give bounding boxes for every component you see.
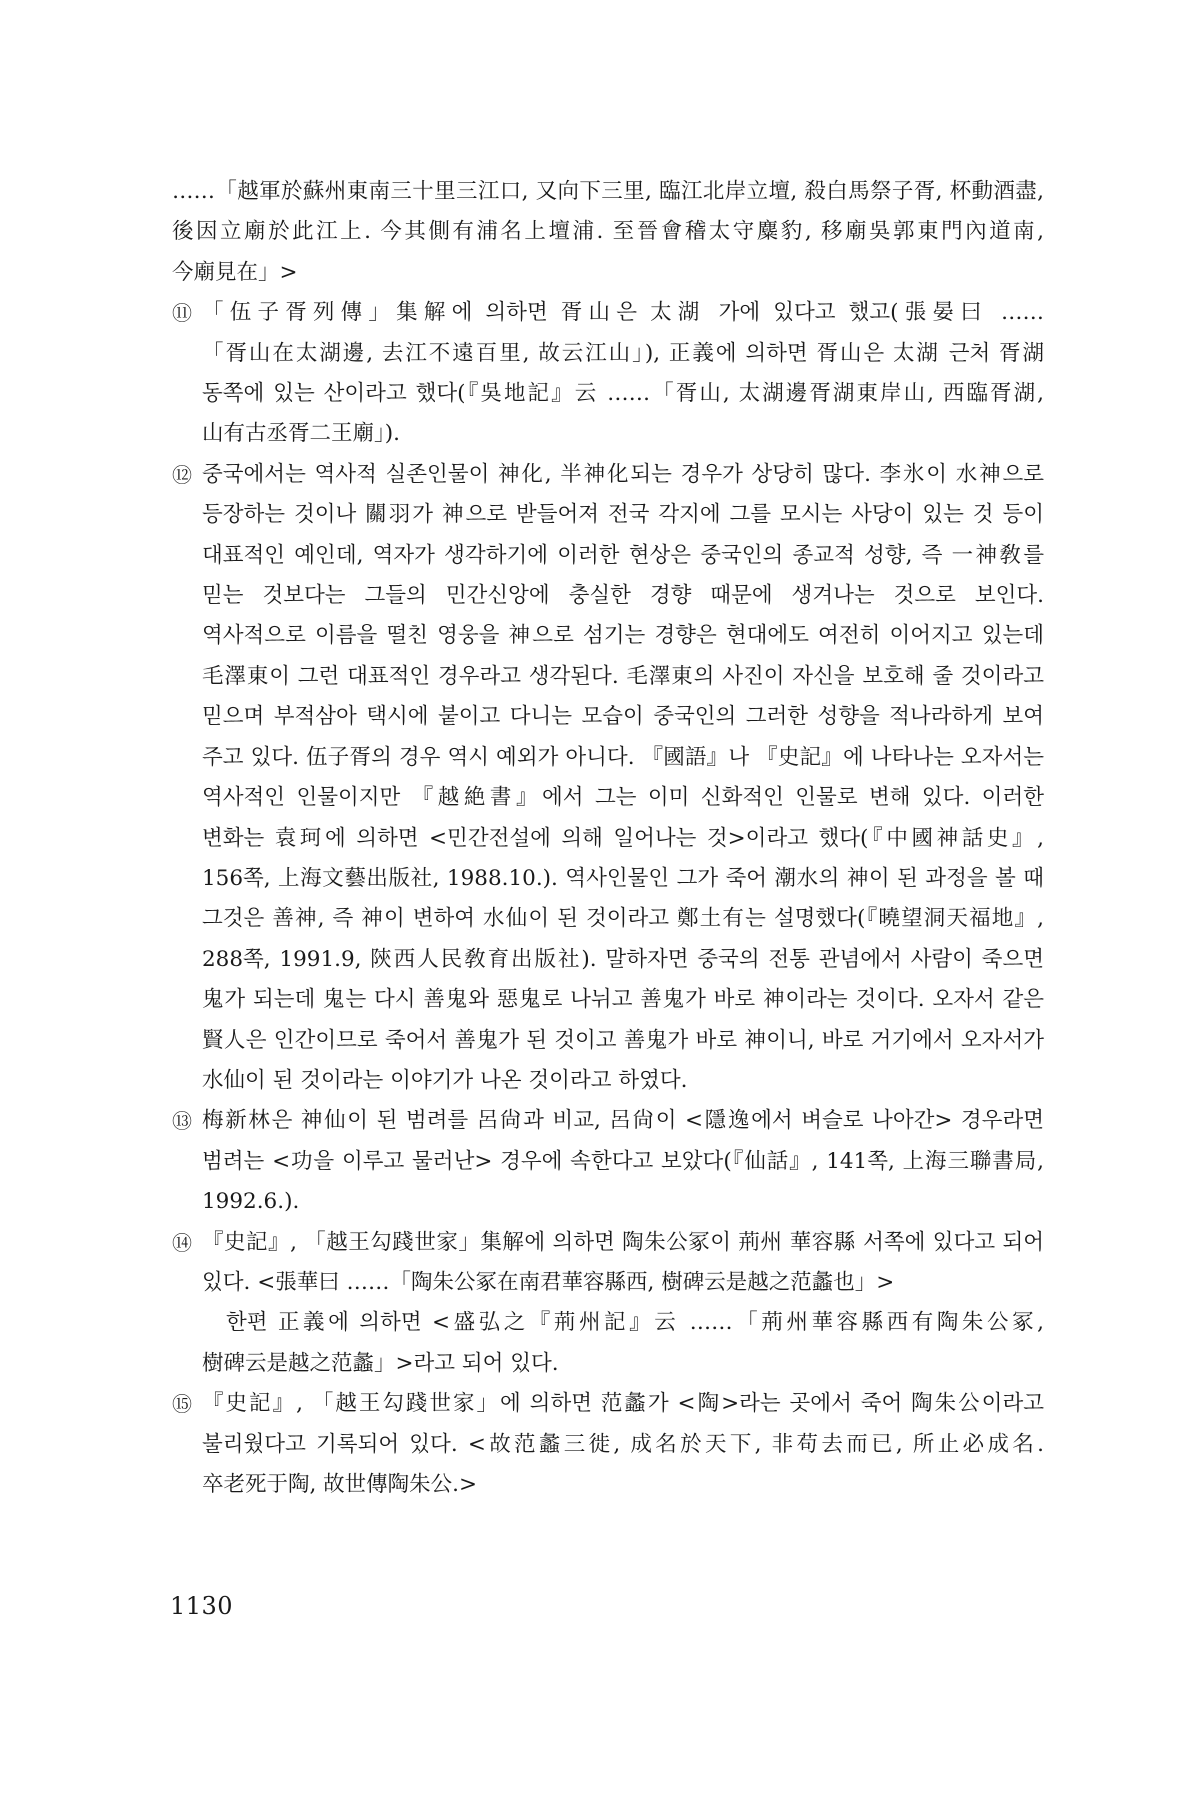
footnote-12 <box>172 455 1044 1102</box>
footnote-13 <box>172 1101 1044 1222</box>
footnote-marker: ⑭ <box>172 1230 192 1255</box>
footnote-marker: ⑫ <box>172 462 192 487</box>
footnote-14-continuation: 한편 正義에 의하면 <盛弘之『荊州記』云 ……「荊州華容縣西有陶朱公冢, 樹碑云是越之范蠡」>라고 되어 있다. <box>202 1310 1044 1376</box>
footnote-11 <box>172 293 1044 455</box>
intro-paragraph: ……「越軍於蘇州東南三十里三江口, 又向下三里, 臨江北岸立壇, 殺白馬祭子胥, 杯動酒盡, 後因立廟於此江上. 今其側有浦名上壇浦. 至晉會稽太守麋豹, 移廟吳郭東門內道南, 今廟見在」> <box>172 179 1044 285</box>
footnote-14 <box>172 1223 1044 1304</box>
footnote-text: 『史記』, 「越王勾踐世家」에 의하면 范蠡가 <陶>라는 곳에서 죽어 陶朱公이라고 불리웠다고 기록되어 있다. <故范蠡三徙, 成名於天下, 非苟去而已, 所止必成名. 卒老死于陶, 故世傳陶朱公.> <box>202 1391 1044 1497</box>
footnote-15 <box>172 1384 1044 1505</box>
footnote-marker: ⑬ <box>172 1109 192 1134</box>
footnote-text: 『史記』, 「越王勾踐世家」集解에 의하면 陶朱公冢이 荊州 華容縣 서쪽에 있다고 되어 있다. <張華曰 ……「陶朱公冢在南君華容縣西, 樹碑云是越之范蠡也」> <box>202 1229 1044 1295</box>
footnote-marker: ⑪ <box>172 301 192 326</box>
footnote-text: 「伍子胥列傳」集解에 의하면 胥山은 太湖 가에 있다고 했고(張晏曰 ……「胥山在太湖邊, 去江不遠百里, 故云江山」), 正義에 의하면 胥山은 太湖 근처 胥湖 동쪽에 있는 산이라고 했다(『吳地記』云 ……「胥山, 太湖邊胥湖東岸山, 西臨胥湖, 山有古丞胥二王廟」). <box>202 300 1044 447</box>
footnote-marker: ⑮ <box>172 1392 192 1417</box>
page-number: 1130 <box>170 1592 234 1620</box>
body-text <box>172 172 1044 1505</box>
footnote-text: 梅新林은 神仙이 된 범려를 呂尙과 비교, 呂尙이 <隱逸에서 벼슬로 나아간> 경우라면 범려는 <功을 이루고 물러난> 경우에 속한다고 보았다(『仙話』, 141쪽, 上海三聯書局, 1992.6.). <box>202 1108 1044 1215</box>
footnote-text: 중국에서는 역사적 실존인물이 神化, 半神化되는 경우가 상당히 많다. 李氷이 水神으로 등장하는 것이나 關羽가 神으로 받들어져 전국 각지에 그를 모시는 사당이 있는 것 등이 대표적인 예인데, 역자가 생각하기에 이러한 현상은 중국인의 종교적 성향, 즉 一神敎를 믿는 것보다는 그들의 민간신앙에 충실한 경향 때문에 생겨나는 것으로 보인다. 역사적으로 이름을 떨친 영웅을 神으로 섬기는 경향은 현대에도 여전히 이어지고 있는데 毛澤東이 그런 대표적인 경우라고 생각된다. 毛澤東의 사진이 자신을 보호해 줄 것이라고 믿으며 부적삼아 택시에 붙이고 다니는 모습이 중국인의 그러한 성향을 적나라하게 보여 주고 있다. 伍子胥의 경우 역시 예외가 아니다. 『國語』나 『史記』에 나타나는 오자서는 역사적인 인물이지만 『越絶書』에서 그는 이미 신화적인 인물로 변해 있다. 이러한 변화는 袁珂에 의하면 <민간전설에 의해 일어나는 것>이라고 했다(『中國神話史』, 156쪽, 上海文藝出版社, 1988.10.). 역사인물인 그가 죽어 潮水의 神이 된 과정을 볼 때 그것은 善神, 즉 神이 변하여 水仙이 된 것이라고 鄭土有는 설명했다(『曉望洞天福地』, 288쪽, 1991.9, 陝西人民敎育出版社). 말하자면 중국의 전통 관념에서 사람이 죽으면 鬼가 되는데 鬼는 다시 善鬼와 惡鬼로 나뉘고 善鬼가 바로 神이라는 것이다. 오자서 같은 賢人은 인간이므로 죽어서 善鬼가 된 것이고 善鬼가 바로 神이니, 바로 거기에서 오자서가 水仙이 된 것이라는 이야기가 나온 것이라고 하였다. <box>202 461 1044 1093</box>
